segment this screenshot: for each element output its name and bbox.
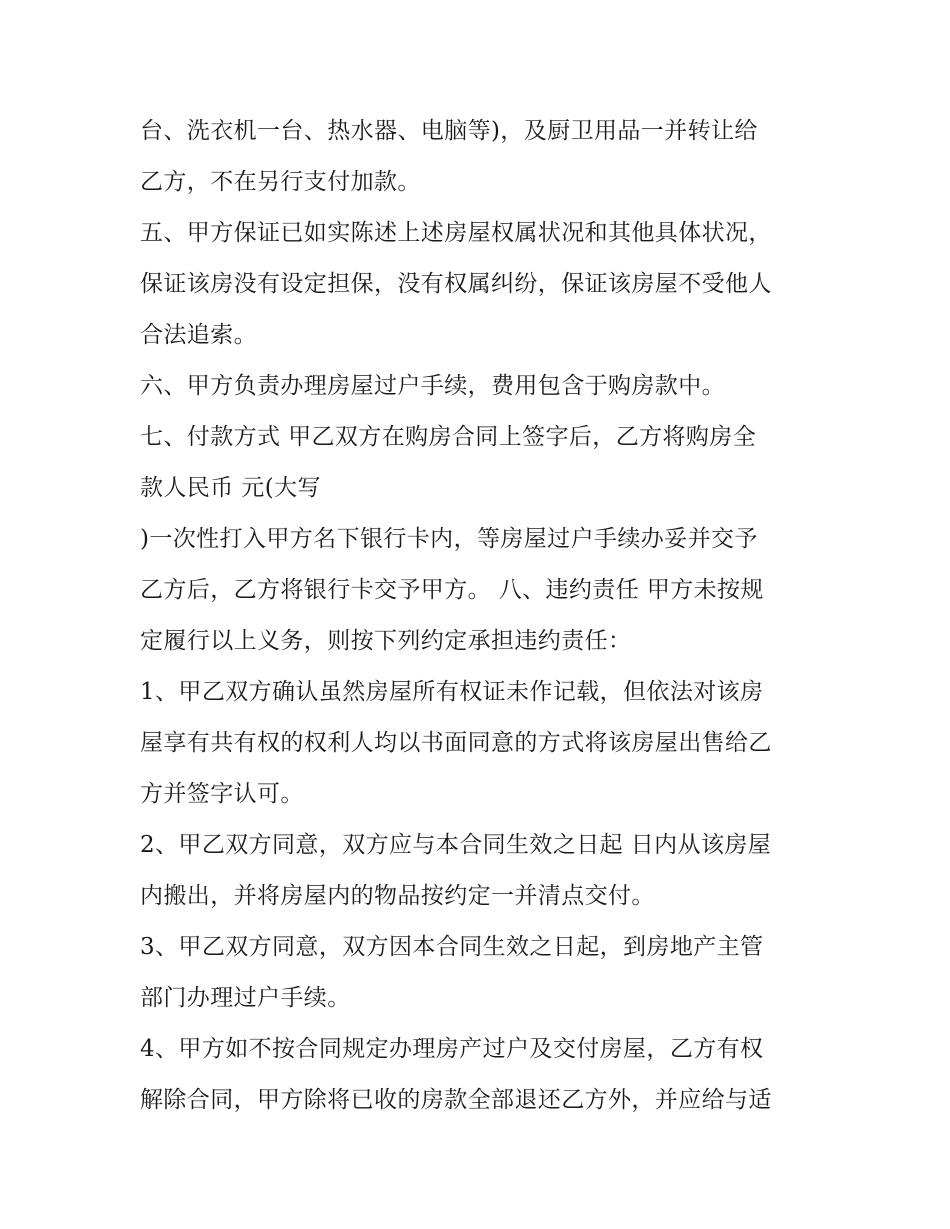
text-line: 六、甲方负责办理房屋过户手续，费用包含于购房款中。 [140,373,725,399]
text-line: 部门办理过户手续。 [140,985,351,1011]
text-line: 屋享有共有权的权利人均以书面同意的方式将该房屋出售给乙 [140,730,772,756]
text-line: 乙方后，乙方将银行卡交予甲方。 八、违约责任 甲方未按规 [140,577,764,603]
text-line: 台、洗衣机一台、热水器、电脑等)，及厨卫用品一并转让给 [140,118,758,144]
text-line: 4、甲方如不按合同规定办理房产过户及交付房屋，乙方有权 [140,1036,764,1062]
text-line: 款人民币 元(大写 [140,475,321,501]
text-line: 乙方，不在另行支付加款。 [140,169,421,195]
text-line: 解除合同，甲方除将已收的房款全部退还乙方外，并应给与适 [140,1087,772,1113]
text-line: 保证该房没有设定担保，没有权属纠纷，保证该房屋不受他人 [140,271,772,297]
text-line: 五、甲方保证已如实陈述上述房屋权属状况和其他具体状况， [140,220,772,246]
text-line: 2、甲乙双方同意，双方应与本合同生效之日起 日内从该房屋 [140,832,772,858]
text-line: 方并签字认可。 [140,781,304,807]
contract-text-body [140,106,830,1126]
text-line: 定履行以上义务，则按下列约定承担违约责任： [140,628,632,654]
text-line: 3、甲乙双方同意，双方因本合同生效之日起，到房地产主管 [140,934,764,960]
text-line: 七、付款方式 甲乙双方在购房合同上签字后，乙方将购房全 [140,424,757,450]
text-line: 内搬出，并将房屋内的物品按约定一并清点交付。 [140,883,655,909]
text-line: 合法追索。 [140,322,257,348]
text-line: )一次性打入甲方名下银行卡内，等房屋过户手续办妥并交予 [140,526,758,552]
text-line: 1、甲乙双方确认虽然房屋所有权证未作记载，但依法对该房 [140,679,764,705]
